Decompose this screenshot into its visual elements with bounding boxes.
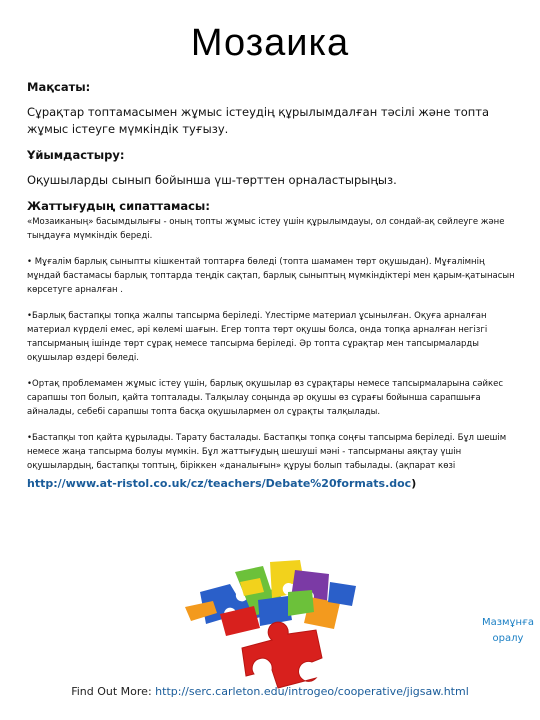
organization-text: Оқушыларды сынып бойынша үш-төрттен орналастырыңыз. [27, 173, 397, 187]
goal-heading: Мақсаты: [27, 80, 91, 94]
puzzle-pieces-image [180, 552, 380, 692]
source-link[interactable]: http://www.at-ristol.co.uk/cz/teachers/Debate%20formats.doc [27, 477, 412, 490]
page-title: Мозаика [190, 22, 350, 64]
find-out-more [0, 685, 540, 698]
source-close: ) [411, 477, 417, 490]
back-to-contents-link[interactable]: Мазмұнға оралу [481, 617, 535, 644]
find-out-more-link[interactable]: http://serc.carleton.edu/introgeo/cooperative/jigsaw.html [155, 685, 469, 698]
description-heading: Жаттығудың сипаттамасы: [27, 199, 210, 213]
organization-heading: Ұйымдастыру: [27, 148, 125, 162]
content-body [27, 80, 517, 490]
bullet-2: •Барлық бастапқы топқа жалпы тапсырма беріледі. Үлестірме материал ұсынылған. Оқуға арналған материал күрделі емес, әрі көлемі шағын. Егер топта төрт оқушы болса, онда топқа арналған негізгі тапсырманың ішінде төрт сұрақ немесе тапсырма беріледі. Әр топта сұрақтар мен тапсырмаларды оқушылар өздері бөледі. [27, 311, 488, 363]
goal-text: Сұрақтар топтамасымен жұмыс істеудің құрылымдалған тәсілі және топта жұмыс істеуге мүмкіндік туғызу. [27, 105, 490, 136]
bullet-4: •Бастапқы топ қайта құрылады. Тарату басталады. Бастапқы топқа соңғы тапсырма беріледі. Бұл шешім немесе жаңа тапсырма болуы мүмкін. Бұл жаттығудың шешуші мәні - тапсырманы аяқтау үшін оқушылардың, бастапқы топтың, біріккен «даналығын» құруы болып табылады. (ақпарат көзі [27, 433, 507, 471]
find-out-more-label: Find Out More: [71, 685, 152, 698]
source-line [27, 477, 517, 490]
red-puzzle-piece [242, 622, 322, 688]
puzzle-pile [185, 560, 356, 636]
bullet-3: •Ортақ проблемамен жұмыс істеу үшін, барлық оқушылар өз сұрақтары немесе тапсырмаларына сәйкес сарапшы топ болып, қайта топталады. Талқылау соңында әр оқушы өз сұрағы бойынша сарапшыға айналады, себебі сарапшы топта басқа оқушылармен ол сұрақты талқылады. [27, 379, 504, 417]
description-intro: «Мозаиканың» басымдылығы - оның топты жұмыс істеу үшін құрылымдауы, ол сондай-ақ сөйлеуге және тыңдауға мүмкіндік береді. [27, 217, 505, 241]
bullet-1: • Мұғалім барлық сыныпты кішкентай топтарға бөледі (топта шамамен төрт оқушыдан). Мұғалімнің мұндай бастамасы барлық топтарда теңдік сақтап, барлық сыныптың мүмкіндіктері мен қарым-қатынасын көрсетуге арналған . [27, 257, 515, 295]
